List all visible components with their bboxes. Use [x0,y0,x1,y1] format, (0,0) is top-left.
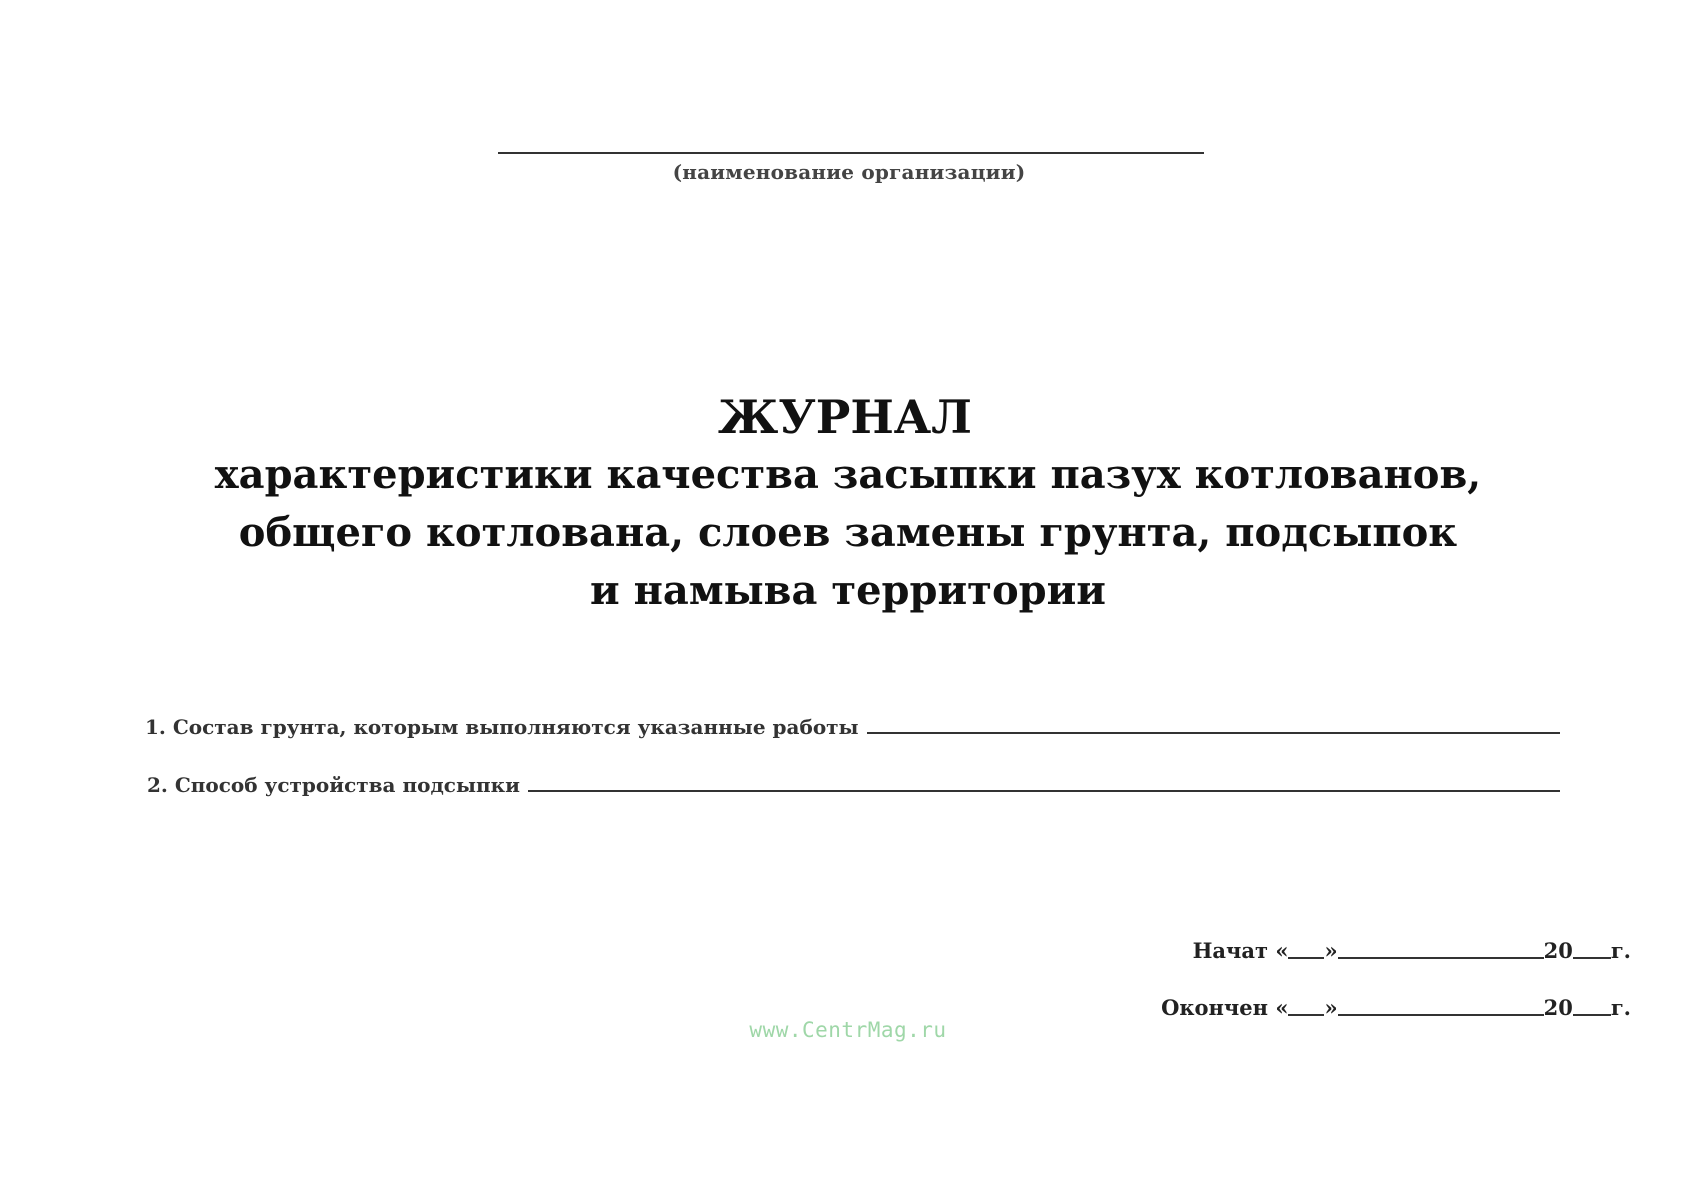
journal-title [0,388,1696,620]
end-date-row [1161,995,1631,1020]
soil-composition-label: 1. Состав грунта, которым выполняются указанные работы [145,715,859,739]
start-month-blank [1338,957,1544,959]
title-line-2: общего котлована, слоев замены грунта, подсыпок [238,509,1458,556]
start-quote-close: » [1324,938,1338,963]
organization-name-line [498,152,1204,154]
start-date-row [1193,938,1631,963]
start-date-label: Начат « [1192,938,1289,963]
start-year-prefix: 20 [1543,938,1573,963]
title-main: ЖУРНАЛ [718,390,972,444]
title-line-1: характеристики качества засыпки пазух котлованов, [214,451,1482,498]
backfill-method-blank [528,790,1560,792]
end-year-blank [1573,1014,1611,1016]
end-date-label: Окончен « [1161,995,1289,1020]
backfill-method-field [147,773,1560,797]
watermark: www.CentrMag.ru [749,1018,947,1042]
end-day-blank [1288,1014,1324,1016]
end-month-blank [1338,1014,1544,1016]
title-line-3: и намыва территории [590,567,1106,614]
end-year-prefix: 20 [1543,995,1573,1020]
start-year-suffix: г. [1610,938,1631,963]
end-year-suffix: г. [1610,995,1631,1020]
soil-composition-field [145,715,1560,739]
soil-composition-blank [867,732,1560,734]
start-day-blank [1288,957,1324,959]
organization-caption: (наименование организации) [672,160,1026,184]
backfill-method-label: 2. Способ устройства подсыпки [147,773,520,797]
start-year-blank [1573,957,1611,959]
end-quote-close: » [1324,995,1338,1020]
